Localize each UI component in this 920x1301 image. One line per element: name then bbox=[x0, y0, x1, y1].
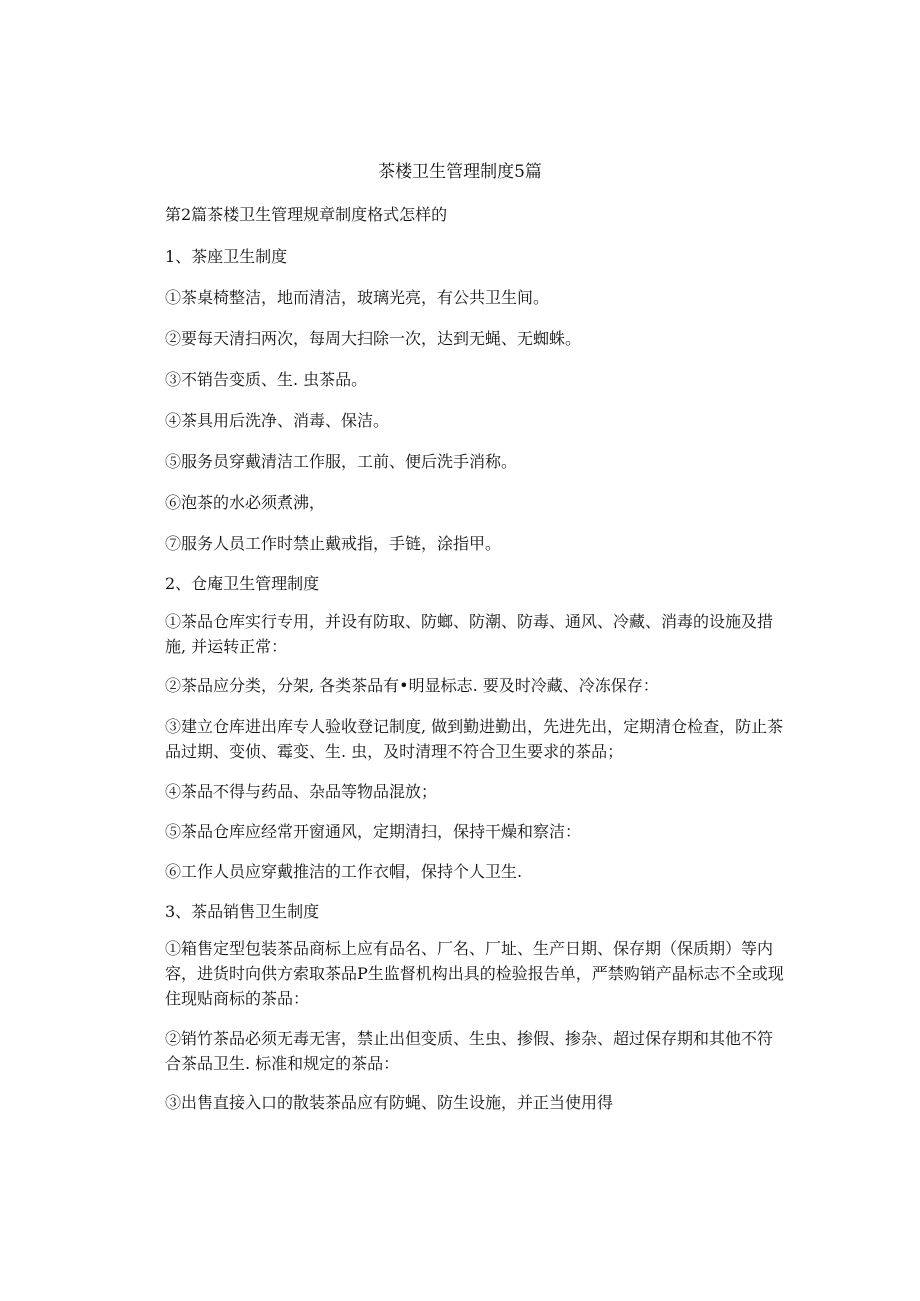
section1-item-5: ⑤服务员穿戴清洁工作服，工前、便后洗手消称。 bbox=[165, 452, 518, 471]
document-subtitle: 第2篇茶楼卫生管理规章制度格式怎样的 bbox=[165, 205, 448, 224]
section-heading-2: 2、仓庵卫生管理制度 bbox=[165, 574, 320, 593]
section1-item-6: ⑥泡茶的水必须煮沸， bbox=[165, 493, 326, 512]
section-heading-1: 1、茶座卫生制度 bbox=[165, 247, 288, 266]
section1-item-2: ②要每天清扫两次，每周大扫除一次，达到无蝇、无蜘蛛。 bbox=[165, 329, 582, 348]
section2-item-6: ⑥工作人员应穿戴推洁的工作衣帽，保持个人卫生. bbox=[165, 862, 523, 881]
section2-item-1: ①茶品仓库实行专用，并设有防取、防螂、防潮、防毒、通风、冷藏、消毒的设施及措施, 并运转正常： bbox=[165, 612, 774, 656]
section1-item-7: ⑦服务人员工作时禁止戴戒指，手链，涂指甲。 bbox=[165, 534, 502, 553]
section2-item-3: ③建立仓库进出库专人验收登记制度, 做到勤进勤出，先进先出，定期清仓检查，防止茶品过期、变侦、霉变、生. 虫，及时清理不符合卫生要求的茶品； bbox=[165, 717, 784, 761]
section1-item-4: ④茶具用后洗净、消毒、保洁。 bbox=[165, 411, 390, 430]
section2-item-2: ②茶品应分类，分架, 各类茶品有•明显标志. 要及时冷藏、冷冻保存： bbox=[165, 676, 659, 695]
document-title: 茶楼卫生管理制度5篇 bbox=[378, 162, 542, 182]
section1-item-1: ①茶桌椅整洁，地而清洁，玻璃光亮，有公共卫生间。 bbox=[165, 288, 550, 307]
section-heading-3: 3、茶品销售卫生制度 bbox=[165, 902, 320, 921]
section2-item-4: ④茶品不得与药品、杂品等物品混放； bbox=[165, 782, 438, 801]
section2-item-5: ⑤茶品仓库应经常开窗通风，定期清扫，保持干燥和察洁： bbox=[165, 822, 582, 841]
section3-item-2: ②销竹茶品必须无毒无害，禁止出但变质、生虫、掺假、掺杂、超过保存期和其他不符合茶品卫生. 标准和规定的茶品： bbox=[165, 1029, 774, 1073]
section3-item-1: ①箱售定型包装茶品商标上应有品名、厂名、厂址、生产日期、保存期（保质期）等内容，进货时向供方索取茶品P生监督机构出具的检验报告单，严禁购销产晶标志不全或现住现贴商标的茶品： bbox=[165, 939, 784, 1008]
section1-item-3: ③不销告变质、生. 虫茶品。 bbox=[165, 370, 368, 389]
section3-item-3: ③出售直接入口的散装茶品应有防蝇、防生设施，并正当使用得 bbox=[165, 1093, 614, 1112]
